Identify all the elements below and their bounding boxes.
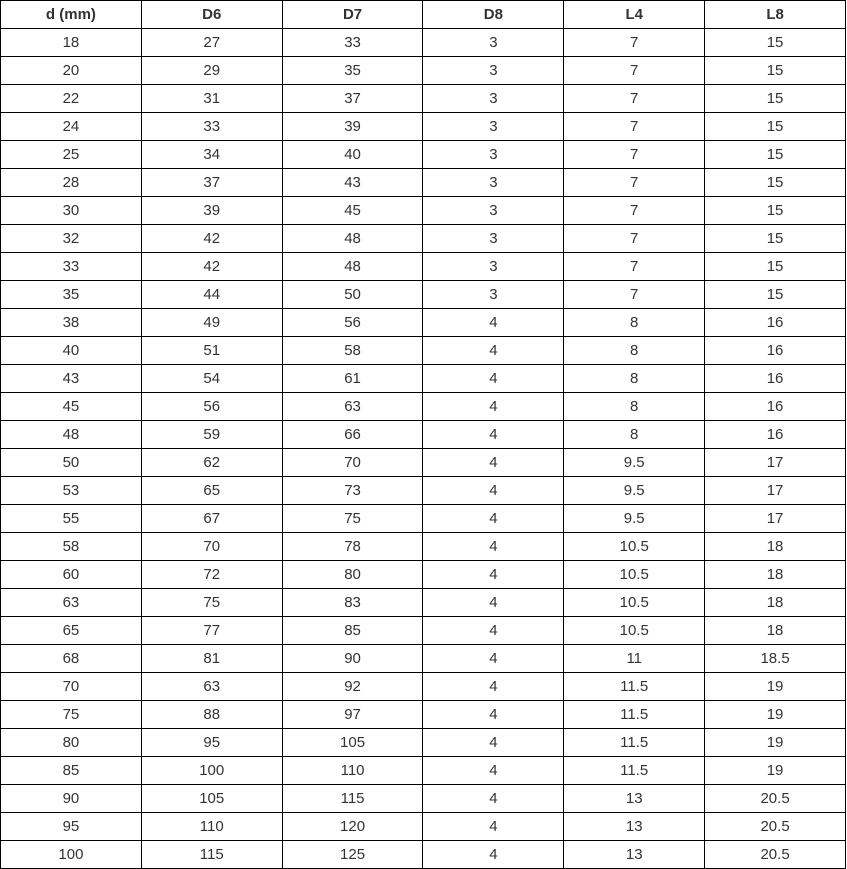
table-cell: 3	[423, 281, 564, 309]
table-cell: 4	[423, 813, 564, 841]
table-cell: 83	[282, 589, 423, 617]
table-row	[1, 477, 846, 505]
table-row	[1, 785, 846, 813]
table-cell: 110	[141, 813, 282, 841]
table-cell: 7	[564, 225, 705, 253]
table-cell: 48	[1, 421, 142, 449]
table-cell: 70	[1, 673, 142, 701]
table-cell: 19	[705, 701, 846, 729]
table-cell: 66	[282, 421, 423, 449]
table-cell: 9.5	[564, 505, 705, 533]
table-cell: 45	[1, 393, 142, 421]
table-row	[1, 561, 846, 589]
table-cell: 15	[705, 85, 846, 113]
table-cell: 22	[1, 85, 142, 113]
table-cell: 3	[423, 253, 564, 281]
table-cell: 7	[564, 253, 705, 281]
table-cell: 15	[705, 141, 846, 169]
table-cell: 18	[705, 533, 846, 561]
table-cell: 68	[1, 645, 142, 673]
table-cell: 4	[423, 785, 564, 813]
table-cell: 15	[705, 169, 846, 197]
table-cell: 32	[1, 225, 142, 253]
table-cell: 125	[282, 841, 423, 869]
table-cell: 37	[141, 169, 282, 197]
table-cell: 35	[1, 281, 142, 309]
table-cell: 4	[423, 561, 564, 589]
table-cell: 115	[282, 785, 423, 813]
table-cell: 42	[141, 225, 282, 253]
table-cell: 80	[1, 729, 142, 757]
table-cell: 56	[282, 309, 423, 337]
col-d-mm-header: d (mm)	[1, 1, 142, 29]
table-cell: 18	[705, 589, 846, 617]
table-cell: 67	[141, 505, 282, 533]
table-cell: 17	[705, 449, 846, 477]
table-cell: 11.5	[564, 673, 705, 701]
table-cell: 4	[423, 477, 564, 505]
table-cell: 16	[705, 337, 846, 365]
table-cell: 20.5	[705, 785, 846, 813]
table-cell: 3	[423, 141, 564, 169]
table-cell: 19	[705, 757, 846, 785]
table-cell: 95	[1, 813, 142, 841]
table-cell: 20.5	[705, 841, 846, 869]
table-cell: 70	[141, 533, 282, 561]
table-cell: 61	[282, 365, 423, 393]
table-cell: 90	[282, 645, 423, 673]
table-cell: 17	[705, 505, 846, 533]
table-cell: 10.5	[564, 589, 705, 617]
table-cell: 75	[141, 589, 282, 617]
table-cell: 13	[564, 841, 705, 869]
table-cell: 15	[705, 197, 846, 225]
table-row	[1, 85, 846, 113]
table-cell: 54	[141, 365, 282, 393]
table-cell: 4	[423, 505, 564, 533]
table-cell: 37	[282, 85, 423, 113]
table-cell: 15	[705, 29, 846, 57]
table-cell: 48	[282, 225, 423, 253]
table-cell: 51	[141, 337, 282, 365]
table-row	[1, 617, 846, 645]
table-cell: 16	[705, 421, 846, 449]
table-cell: 8	[564, 365, 705, 393]
table-row	[1, 589, 846, 617]
table-cell: 97	[282, 701, 423, 729]
table-cell: 7	[564, 85, 705, 113]
table-cell: 85	[282, 617, 423, 645]
table-row	[1, 141, 846, 169]
table-row	[1, 197, 846, 225]
table-row	[1, 645, 846, 673]
table-cell: 4	[423, 337, 564, 365]
table-cell: 3	[423, 85, 564, 113]
table-cell: 110	[282, 757, 423, 785]
table-cell: 70	[282, 449, 423, 477]
table-cell: 48	[282, 253, 423, 281]
table-cell: 33	[141, 113, 282, 141]
table-cell: 34	[141, 141, 282, 169]
table-cell: 92	[282, 673, 423, 701]
table-cell: 13	[564, 813, 705, 841]
table-row	[1, 813, 846, 841]
table-row	[1, 393, 846, 421]
table-cell: 39	[141, 197, 282, 225]
table-cell: 17	[705, 477, 846, 505]
table-cell: 7	[564, 57, 705, 85]
table-cell: 4	[423, 589, 564, 617]
table-cell: 3	[423, 57, 564, 85]
table-cell: 13	[564, 785, 705, 813]
table-cell: 7	[564, 141, 705, 169]
table-row	[1, 673, 846, 701]
table-cell: 72	[141, 561, 282, 589]
table-row	[1, 421, 846, 449]
table-cell: 28	[1, 169, 142, 197]
col-l8-header: L8	[705, 1, 846, 29]
table-cell: 33	[282, 29, 423, 57]
table-cell: 50	[1, 449, 142, 477]
table-cell: 18.5	[705, 645, 846, 673]
table-cell: 73	[282, 477, 423, 505]
table-cell: 18	[705, 617, 846, 645]
table-cell: 18	[1, 29, 142, 57]
table-cell: 50	[282, 281, 423, 309]
table-cell: 11	[564, 645, 705, 673]
table-header	[1, 1, 846, 29]
table-cell: 59	[141, 421, 282, 449]
table-cell: 85	[1, 757, 142, 785]
table-cell: 7	[564, 281, 705, 309]
table-cell: 4	[423, 841, 564, 869]
table-cell: 10.5	[564, 617, 705, 645]
table-row	[1, 701, 846, 729]
table-row	[1, 729, 846, 757]
table-cell: 4	[423, 729, 564, 757]
table-cell: 35	[282, 57, 423, 85]
table-cell: 4	[423, 421, 564, 449]
table-row	[1, 281, 846, 309]
table-cell: 45	[282, 197, 423, 225]
table-cell: 43	[282, 169, 423, 197]
table-cell: 62	[141, 449, 282, 477]
table-cell: 49	[141, 309, 282, 337]
table-cell: 100	[141, 757, 282, 785]
table-row	[1, 757, 846, 785]
table-cell: 31	[141, 85, 282, 113]
table-cell: 63	[282, 393, 423, 421]
table-cell: 25	[1, 141, 142, 169]
table-cell: 90	[1, 785, 142, 813]
table-cell: 4	[423, 673, 564, 701]
table-cell: 115	[141, 841, 282, 869]
table-row	[1, 505, 846, 533]
table-cell: 55	[1, 505, 142, 533]
table-cell: 53	[1, 477, 142, 505]
table-cell: 80	[282, 561, 423, 589]
table-cell: 27	[141, 29, 282, 57]
table-cell: 19	[705, 729, 846, 757]
table-cell: 60	[1, 561, 142, 589]
table-cell: 78	[282, 533, 423, 561]
table-cell: 77	[141, 617, 282, 645]
table-cell: 39	[282, 113, 423, 141]
table-row	[1, 57, 846, 85]
table-cell: 11.5	[564, 729, 705, 757]
table-cell: 120	[282, 813, 423, 841]
table-cell: 3	[423, 29, 564, 57]
table-cell: 20.5	[705, 813, 846, 841]
table-cell: 105	[282, 729, 423, 757]
table-cell: 30	[1, 197, 142, 225]
table-cell: 8	[564, 393, 705, 421]
table-cell: 33	[1, 253, 142, 281]
table-cell: 95	[141, 729, 282, 757]
table-row	[1, 253, 846, 281]
table-cell: 4	[423, 645, 564, 673]
table-cell: 7	[564, 197, 705, 225]
table-cell: 65	[141, 477, 282, 505]
table-cell: 4	[423, 757, 564, 785]
table-cell: 16	[705, 309, 846, 337]
table-cell: 65	[1, 617, 142, 645]
table-cell: 20	[1, 57, 142, 85]
table-cell: 10.5	[564, 533, 705, 561]
table-row	[1, 533, 846, 561]
table-cell: 11.5	[564, 757, 705, 785]
table-cell: 88	[141, 701, 282, 729]
table-row	[1, 449, 846, 477]
table-cell: 42	[141, 253, 282, 281]
table-cell: 4	[423, 309, 564, 337]
col-d6-header: D6	[141, 1, 282, 29]
table-cell: 7	[564, 169, 705, 197]
table-row	[1, 841, 846, 869]
table-cell: 100	[1, 841, 142, 869]
table-cell: 16	[705, 393, 846, 421]
table-cell: 3	[423, 169, 564, 197]
table-row	[1, 365, 846, 393]
col-d7-header: D7	[282, 1, 423, 29]
table-cell: 4	[423, 365, 564, 393]
table-cell: 58	[282, 337, 423, 365]
table-cell: 7	[564, 113, 705, 141]
table-cell: 11.5	[564, 701, 705, 729]
table-cell: 75	[1, 701, 142, 729]
table-cell: 24	[1, 113, 142, 141]
table-cell: 63	[141, 673, 282, 701]
table-cell: 40	[282, 141, 423, 169]
table-row	[1, 225, 846, 253]
table-cell: 10.5	[564, 561, 705, 589]
table-cell: 3	[423, 113, 564, 141]
table-cell: 44	[141, 281, 282, 309]
table-cell: 43	[1, 365, 142, 393]
table-row	[1, 337, 846, 365]
table-body	[1, 29, 846, 869]
table-cell: 18	[705, 561, 846, 589]
table-cell: 8	[564, 309, 705, 337]
table-cell: 15	[705, 113, 846, 141]
table-cell: 3	[423, 225, 564, 253]
table-cell: 40	[1, 337, 142, 365]
table-cell: 19	[705, 673, 846, 701]
table-cell: 3	[423, 197, 564, 225]
table-cell: 63	[1, 589, 142, 617]
table-cell: 15	[705, 57, 846, 85]
table-cell: 4	[423, 617, 564, 645]
table-row	[1, 29, 846, 57]
col-l4-header: L4	[564, 1, 705, 29]
table-cell: 8	[564, 421, 705, 449]
table-cell: 15	[705, 225, 846, 253]
table-cell: 75	[282, 505, 423, 533]
table-cell: 38	[1, 309, 142, 337]
col-d8-header: D8	[423, 1, 564, 29]
table-cell: 9.5	[564, 449, 705, 477]
table-row	[1, 169, 846, 197]
table-row	[1, 309, 846, 337]
table-cell: 58	[1, 533, 142, 561]
table-cell: 105	[141, 785, 282, 813]
table-cell: 15	[705, 253, 846, 281]
table-cell: 4	[423, 701, 564, 729]
table-cell: 16	[705, 365, 846, 393]
table-cell: 8	[564, 337, 705, 365]
header-row	[1, 1, 846, 29]
table-cell: 4	[423, 533, 564, 561]
table-cell: 81	[141, 645, 282, 673]
table-cell: 29	[141, 57, 282, 85]
table-cell: 4	[423, 449, 564, 477]
table-cell: 15	[705, 281, 846, 309]
table-cell: 7	[564, 29, 705, 57]
table-cell: 56	[141, 393, 282, 421]
table-cell: 4	[423, 393, 564, 421]
table-cell: 9.5	[564, 477, 705, 505]
table-row	[1, 113, 846, 141]
